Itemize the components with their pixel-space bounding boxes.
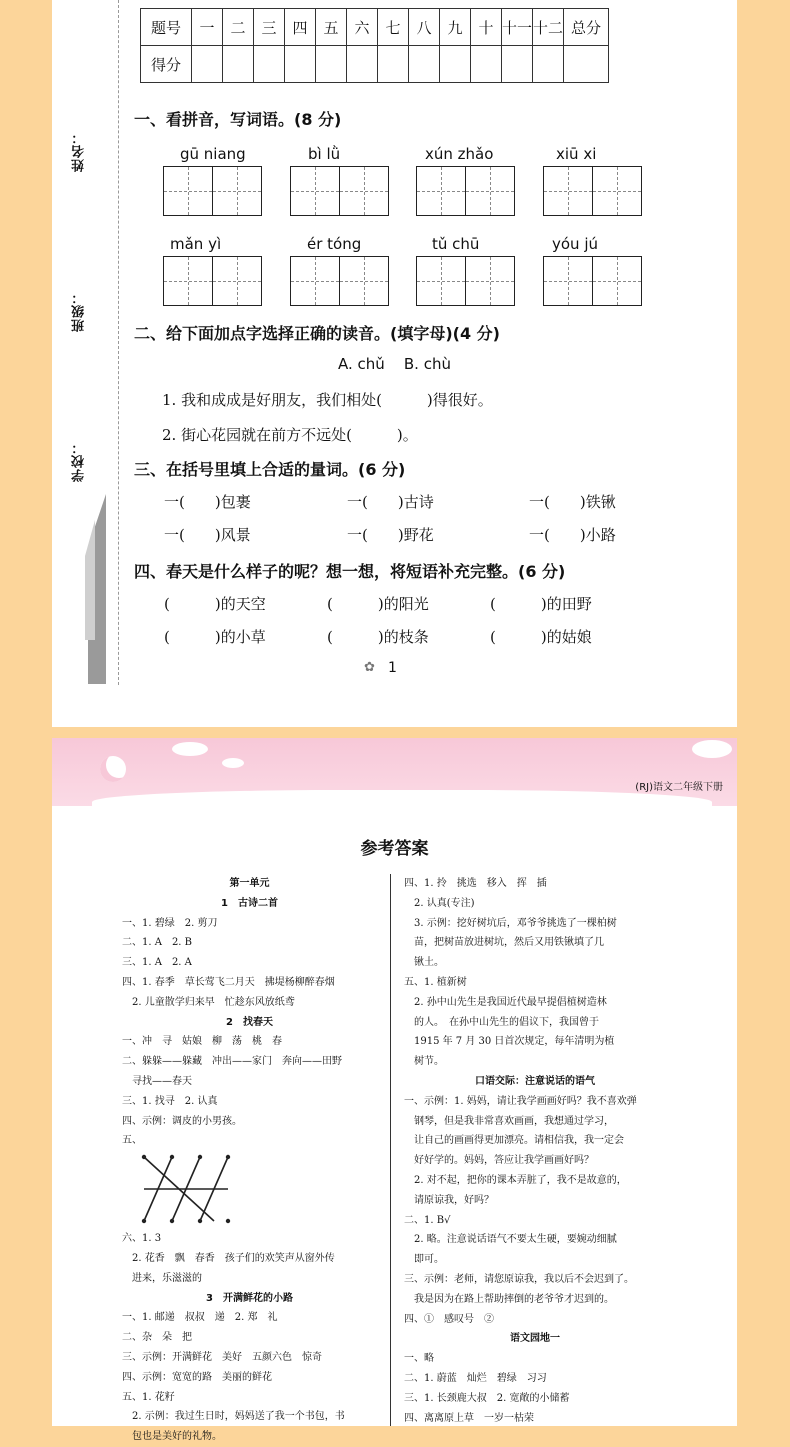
measure-word-item: 一( )包裹 bbox=[164, 493, 251, 511]
answer-line: 四、① 感叹号 ② bbox=[404, 1313, 494, 1325]
score-header-cell: 三 bbox=[254, 9, 285, 46]
answers-left-column bbox=[122, 874, 377, 1447]
answer-line: 即可。 bbox=[404, 1254, 444, 1266]
answer-line: 包也是美好的礼物。 bbox=[122, 1431, 222, 1443]
score-header-cell: 一 bbox=[192, 9, 223, 46]
answer-key-page bbox=[52, 738, 737, 1443]
score-header-cell: 八 bbox=[409, 9, 440, 46]
answer-section-heading: 语文园地一 bbox=[510, 1333, 560, 1345]
answer-line: 2. 儿童散学归来早 忙趁东风放纸鸢 bbox=[122, 996, 295, 1008]
answer-line: 让自己的画画得更加漂亮。请相信我，我一定会 bbox=[404, 1135, 624, 1147]
answer-line: 三、示例：老师，请您原谅我，我以后不会迟到了。 bbox=[404, 1273, 634, 1285]
answer-line: 二、杂 朵 把 bbox=[122, 1332, 192, 1344]
answer-line: 的人。 在孙中山先生的倡议下，我国曾于 bbox=[404, 1016, 599, 1028]
score-table bbox=[140, 8, 609, 83]
score-cell[interactable] bbox=[471, 46, 502, 83]
measure-word-item: 一( )野花 bbox=[347, 526, 434, 544]
answer-line: 钢琴，但是我非常喜欢画画，我想通过学习， bbox=[404, 1115, 614, 1127]
answer-line: 2. 认真(专注) bbox=[404, 897, 475, 909]
answer-line: 2. 花香 飘 春香 孩子们的欢笑声从窗外传 bbox=[122, 1252, 335, 1264]
writing-grid[interactable] bbox=[543, 256, 642, 306]
decorative-stripe-light bbox=[85, 520, 95, 640]
score-cell[interactable] bbox=[254, 46, 285, 83]
answer-line: 四、离离原上草 一岁一枯荣 bbox=[404, 1412, 534, 1424]
score-header-cell: 二 bbox=[223, 9, 254, 46]
answer-line: 进来，乐滋滋的 bbox=[122, 1272, 202, 1284]
answers-right-column bbox=[404, 874, 666, 1428]
score-cell[interactable] bbox=[440, 46, 471, 83]
answer-section-heading: 口语交际：注意说话的语气 bbox=[475, 1075, 595, 1087]
score-header-cell: 十二 bbox=[533, 9, 564, 46]
answer-section-heading: 3 开满鲜花的小路 bbox=[206, 1292, 293, 1304]
answer-line: 3. 示例：挖好树坑后，邓爷爷挑选了一棵柏树 bbox=[404, 917, 617, 929]
score-header-cell: 四 bbox=[285, 9, 316, 46]
pinyin-label: mǎn yì bbox=[170, 235, 222, 253]
score-cell[interactable] bbox=[409, 46, 440, 83]
score-value-row bbox=[141, 46, 609, 83]
pinyin-label: bì lǜ bbox=[308, 145, 341, 163]
pinyin-label: ér tóng bbox=[307, 235, 362, 253]
answer-line: 三、1. 找寻 2. 认真 bbox=[122, 1095, 218, 1107]
answer-line: 三、示例：开满鲜花 美好 五颜六色 惊奇 bbox=[122, 1351, 322, 1363]
answer-line: 2. 略。注意说话语气不要太生硬，要婉动细腻 bbox=[404, 1234, 617, 1246]
answer-line: 三、1. 长颈鹿大叔 2. 宽敞的小储蓄 bbox=[404, 1392, 570, 1404]
question-1-title: 一、看拼音，写词语。(8 分) bbox=[134, 110, 342, 129]
school-label: 学校： bbox=[72, 440, 87, 482]
writing-grid[interactable] bbox=[290, 256, 389, 306]
score-header-row bbox=[141, 9, 609, 46]
phrase-item: ( )的田野 bbox=[490, 595, 592, 613]
answer-title: 参考答案 bbox=[360, 839, 429, 859]
cloud-icon bbox=[172, 742, 208, 756]
name-label: 姓名： bbox=[72, 130, 87, 172]
answer-line: 五、1. 植新树 bbox=[404, 976, 467, 988]
phrase-item: ( )的枝条 bbox=[327, 628, 429, 646]
sentence-2: 2. 街心花园就在前方不远处( )。 bbox=[162, 426, 418, 444]
cloud-icon bbox=[692, 740, 732, 758]
answer-line: 五、 bbox=[122, 1135, 142, 1147]
score-header-cell: 七 bbox=[378, 9, 409, 46]
answer-line: 请原谅我，好吗？ bbox=[404, 1194, 494, 1206]
score-header-cell: 六 bbox=[347, 9, 378, 46]
answer-line: 二、躲躲——躲藏 冲出——家门 奔向——田野 bbox=[122, 1056, 342, 1068]
column-divider bbox=[390, 874, 391, 1426]
score-header-cell: 十一 bbox=[502, 9, 533, 46]
phrase-item: ( )的阳光 bbox=[327, 595, 429, 613]
answer-line: 树节。 bbox=[404, 1056, 444, 1068]
answer-section-heading: 2 找春天 bbox=[226, 1016, 273, 1028]
answer-line: 好好学的。妈妈，答应让我学画画好吗？ bbox=[404, 1155, 594, 1167]
answer-line: 四、1. 拎 挑选 移入 挥 插 bbox=[404, 878, 547, 889]
answer-line: 2. 示例：我过生日时，妈妈送了我一个书包，书 bbox=[122, 1411, 345, 1423]
cloud-band bbox=[92, 790, 712, 820]
book-tag: (RJ)语文二年级下册 bbox=[635, 782, 723, 793]
score-cell[interactable] bbox=[533, 46, 564, 83]
question-2-title: 二、给下面加点字选择正确的读音。(填字母)(4 分) bbox=[134, 324, 500, 343]
writing-grid[interactable] bbox=[543, 166, 642, 216]
score-cell[interactable] bbox=[347, 46, 378, 83]
answer-line: 二、1. B√ bbox=[404, 1214, 451, 1226]
pinyin-label: xún zhǎo bbox=[425, 145, 494, 163]
cloud-icon bbox=[222, 758, 244, 768]
writing-grid[interactable] bbox=[416, 166, 515, 216]
page-number: 1 bbox=[388, 660, 397, 676]
matching-diagram bbox=[122, 1151, 377, 1229]
answer-line: 二、1. 蔚蓝 灿烂 碧绿 习习 bbox=[404, 1372, 547, 1384]
answer-line: 2. 孙中山先生是我国近代最早提倡植树造林 bbox=[404, 996, 607, 1008]
measure-word-item: 一( )风景 bbox=[164, 526, 251, 544]
answer-line: 四、1. 春季 草长莺飞二月天 拂堤杨柳醉春烟 bbox=[122, 976, 335, 988]
moon-icon bbox=[100, 756, 126, 782]
measure-word-item: 一( )铁锹 bbox=[529, 493, 616, 511]
score-cell[interactable] bbox=[285, 46, 316, 83]
pinyin-label: xiū xi bbox=[556, 145, 597, 163]
answer-line: 一、1. 碧绿 2. 剪刀 bbox=[122, 917, 218, 929]
answer-line: 一、冲 寻 姑娘 柳 荡 桃 春 bbox=[122, 1036, 282, 1048]
writing-grid[interactable] bbox=[290, 166, 389, 216]
score-cell[interactable] bbox=[316, 46, 347, 83]
answer-line: 一、略 bbox=[404, 1353, 434, 1365]
answer-line: 我是因为在路上帮助摔倒的老爷爷才迟到的。 bbox=[404, 1293, 614, 1305]
answer-line: 2. 对不起，把你的课本弄脏了，我不是故意的， bbox=[404, 1174, 627, 1186]
writing-grid[interactable] bbox=[416, 256, 515, 306]
worksheet-page bbox=[52, 0, 737, 727]
answer-line: 二、1. A 2. B bbox=[122, 937, 193, 949]
score-header-cell: 九 bbox=[440, 9, 471, 46]
answer-line: 四、示例：宽宽的路 美丽的鲜花 bbox=[122, 1371, 272, 1383]
answer-section-heading: 第一单元 bbox=[229, 878, 270, 889]
score-cell[interactable] bbox=[378, 46, 409, 83]
pinyin-label: yóu jú bbox=[552, 235, 599, 253]
answer-line: 苗，把树苗放进树坑，然后又用铁锹填了几 bbox=[404, 937, 604, 949]
answer-line: 五、1. 花籽 bbox=[122, 1391, 175, 1403]
writing-grid[interactable] bbox=[163, 256, 262, 306]
answer-line: 1915 年 7 月 30 日首次规定，每年清明为植 bbox=[404, 1036, 615, 1048]
score-cell[interactable] bbox=[502, 46, 533, 83]
answer-line: 四、示例：调皮的小男孩。 bbox=[122, 1115, 242, 1127]
score-cell[interactable] bbox=[564, 46, 609, 83]
class-label: 班级： bbox=[72, 290, 87, 332]
pinyin-label: gū niang bbox=[180, 145, 246, 163]
measure-word-item: 一( )古诗 bbox=[347, 493, 434, 511]
phrase-item: ( )的姑娘 bbox=[490, 628, 592, 646]
measure-word-item: 一( )小路 bbox=[529, 526, 616, 544]
pinyin-label: tǔ chū bbox=[432, 235, 480, 253]
answer-line: 三、1. A 2. A bbox=[122, 957, 192, 969]
answer-section-heading: 1 古诗二首 bbox=[221, 897, 278, 909]
reading-options: A. chǔ B. chù bbox=[338, 355, 451, 373]
question-4-title: 四、春天是什么样子的呢？想一想，将短语补充完整。(6 分) bbox=[134, 562, 566, 581]
answer-line: 六、1. 3 bbox=[122, 1233, 162, 1245]
question-3-title: 三、在括号里填上合适的量词。(6 分) bbox=[134, 460, 406, 479]
answer-line: 一、示例：1. 妈妈，请让我学画画好吗？我不喜欢弹 bbox=[404, 1095, 637, 1107]
score-header-cell: 十 bbox=[471, 9, 502, 46]
score-row-label: 得分 bbox=[141, 46, 192, 83]
score-cell[interactable] bbox=[223, 46, 254, 83]
sentence-1: 1. 我和成成是好朋友，我们相处( )得很好。 bbox=[162, 391, 493, 409]
binding-line bbox=[118, 0, 119, 685]
score-header-cell: 五 bbox=[316, 9, 347, 46]
score-cell[interactable] bbox=[192, 46, 223, 83]
score-header-cell: 总分 bbox=[564, 9, 609, 46]
phrase-item: ( )的小草 bbox=[164, 628, 266, 646]
answer-line: 锹土。 bbox=[404, 957, 444, 969]
answer-line: 寻找——春天 bbox=[122, 1075, 192, 1087]
answer-line: 一、1. 邮递 叔叔 递 2. 郑 礼 bbox=[122, 1312, 278, 1324]
score-header-cell: 题号 bbox=[141, 9, 192, 46]
writing-grid[interactable] bbox=[163, 166, 262, 216]
page-ornament-icon: ✿ bbox=[364, 660, 375, 675]
phrase-item: ( )的天空 bbox=[164, 595, 266, 613]
